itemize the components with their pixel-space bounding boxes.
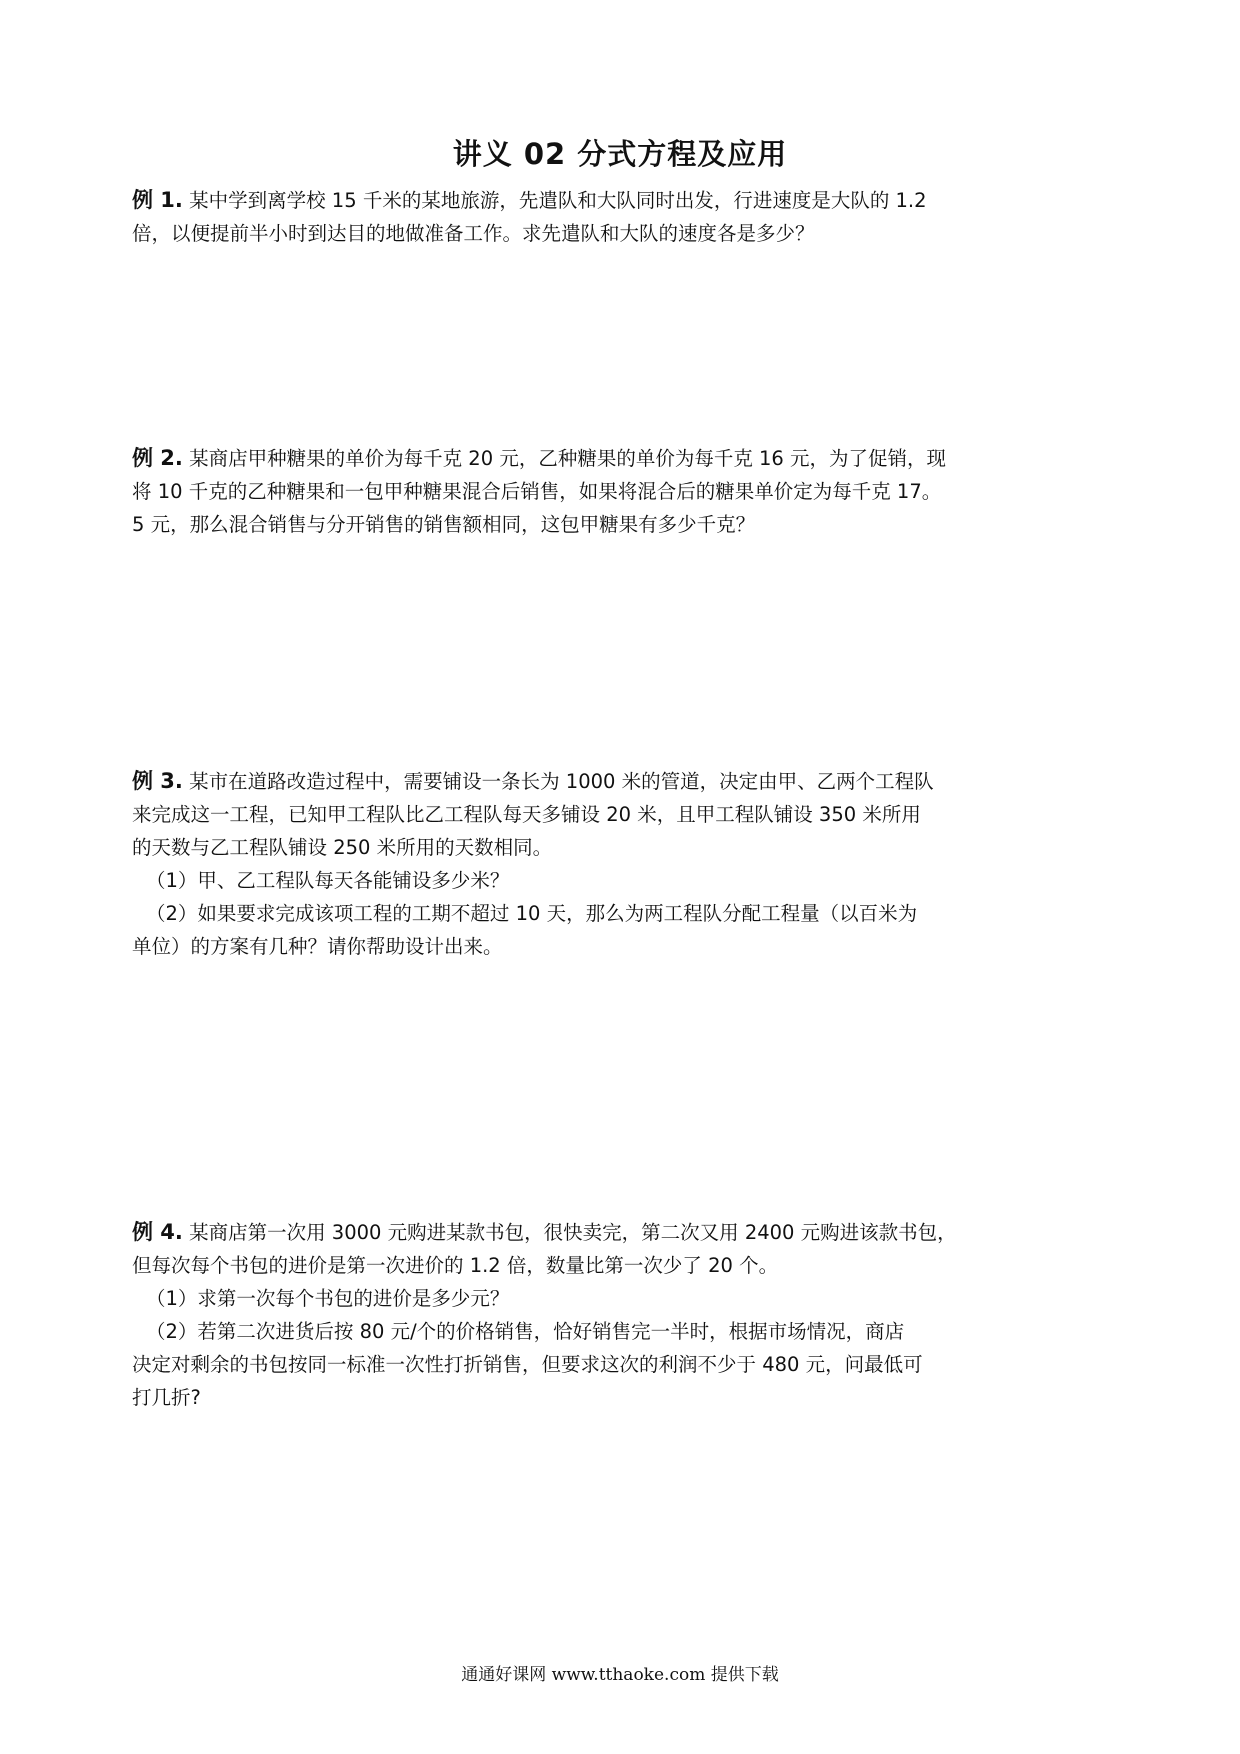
example-4-label: 例 4. bbox=[132, 1220, 183, 1244]
example-2 bbox=[132, 442, 1012, 541]
example-2-line-1: 例 2. 某商店甲种糖果的单价为每千克 20 元，乙种糖果的单价为每千克 16 元，为了促销，现 bbox=[132, 446, 947, 470]
example-3-line-1: 例 3. 某市在道路改造过程中，需要铺设一条长为 1000 米的管道，决定由甲、乙两个工程队 bbox=[132, 769, 934, 793]
example-3-line-6: 单位）的方案有几种？请你帮助设计出来。 bbox=[132, 935, 503, 958]
example-1-line-2: 倍，以便提前半小时到达目的地做准备工作。求先遣队和大队的速度各是多少？ bbox=[132, 222, 815, 245]
example-4-line-1: 例 4. 某商店第一次用 3000 元购进某款书包，很快卖完，第二次又用 2400 元购进该款书包， bbox=[132, 1220, 957, 1244]
example-3-label: 例 3. bbox=[132, 769, 183, 793]
example-2-label: 例 2. bbox=[132, 446, 183, 470]
example-4 bbox=[132, 1216, 1012, 1414]
example-1 bbox=[132, 184, 1012, 250]
page-footer: 通通好课网 www.tthaoke.com 提供下载 bbox=[461, 1665, 779, 1685]
example-1-line-1: 例 1. 某中学到离学校 15 千米的某地旅游，先遣队和大队同时出发，行进速度是大队的 1.2 bbox=[132, 188, 927, 212]
example-4-question-1: （1）求第一次每个书包的进价是多少元？ bbox=[146, 1287, 510, 1310]
example-4-line-5: 决定对剩余的书包按同一标准一次性打折销售，但要求这次的利润不少于 480 元，问最低可 bbox=[132, 1353, 923, 1376]
example-4-question-2: （2）若第二次进货后按 80 元/个的价格销售，恰好销售完一半时，根据市场情况，商店 bbox=[146, 1320, 905, 1343]
example-3-line-2: 来完成这一工程，已知甲工程队比乙工程队每天多铺设 20 米，且甲工程队铺设 350 米所用 bbox=[132, 803, 921, 826]
example-4-line-6: 打几折? bbox=[132, 1386, 201, 1409]
example-1-label: 例 1. bbox=[132, 188, 183, 212]
example-2-line-2: 将 10 千克的乙种糖果和一包甲种糖果混合后销售，如果将混合后的糖果单价定为每千克 17。 bbox=[132, 480, 942, 503]
example-4-line-2: 但每次每个书包的进价是第一次进价的 1.2 倍，数量比第一次少了 20 个。 bbox=[132, 1254, 779, 1277]
example-2-line-3: 5 元，那么混合销售与分开销售的销售额相同，这包甲糖果有多少千克？ bbox=[132, 513, 756, 536]
page-title: 讲义 02 分式方程及应用 bbox=[452, 137, 788, 171]
example-3 bbox=[132, 765, 1012, 963]
example-3-question-2: （2）如果要求完成该项工程的工期不超过 10 天，那么为两工程队分配工程量（以百米为 bbox=[146, 902, 918, 925]
example-3-question-1: （1）甲、乙工程队每天各能铺设多少米？ bbox=[146, 869, 510, 892]
example-3-line-3: 的天数与乙工程队铺设 250 米所用的天数相同。 bbox=[132, 836, 553, 859]
